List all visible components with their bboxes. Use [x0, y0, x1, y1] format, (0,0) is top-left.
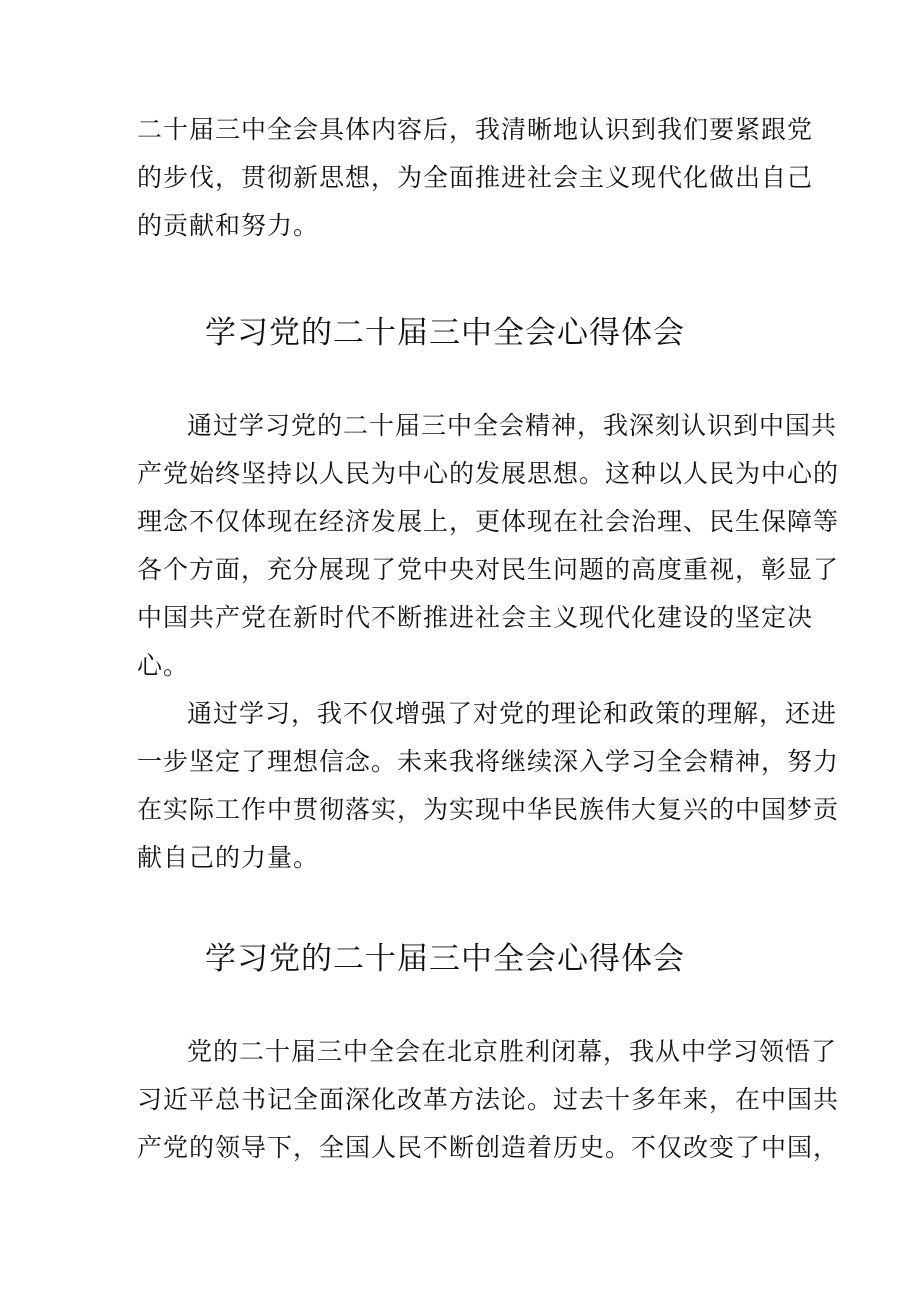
section1-paragraph-2	[137, 690, 840, 882]
paragraph-line: 二十届三中全会具体内容后，我清晰地认识到我们要紧跟党	[137, 115, 814, 144]
paragraph-line: 中国共产党在新时代不断推进社会主义现代化建设的坚定决	[137, 603, 814, 632]
paragraph-line: 产党始终坚持以人民为中心的发展思想。这种以人民为中心的	[137, 459, 840, 488]
section-heading: 学习党的二十届三中全会心得体会	[205, 941, 685, 977]
section2-paragraph-1	[137, 1028, 840, 1172]
paragraph-line: 各个方面，充分展现了党中央对民生问题的高度重视，彰显了	[137, 555, 840, 584]
paragraph-line: 一步坚定了理想信念。未来我将继续深入学习全会精神，努力	[137, 747, 840, 776]
paragraph-line: 产党的领导下，全国人民不断创造着历史。不仅改变了中国，	[137, 1133, 840, 1162]
section-heading: 学习党的二十届三中全会心得体会	[205, 315, 685, 351]
intro-paragraph	[137, 106, 814, 250]
paragraph-line: 心。	[137, 651, 190, 680]
paragraph-line: 的步伐，贯彻新思想，为全面推进社会主义现代化做出自己	[137, 163, 814, 192]
paragraph-line: 理念不仅体现在经济发展上，更体现在社会治理、民生保障等	[137, 507, 840, 536]
paragraph-line: 通过学习，我不仅增强了对党的理论和政策的理解，还进	[187, 699, 838, 728]
paragraph-line: 党的二十届三中全会在北京胜利闭幕，我从中学习领悟了	[187, 1037, 838, 1066]
paragraph-line: 在实际工作中贯彻落实，为实现中华民族伟大复兴的中国梦贡	[137, 795, 840, 824]
paragraph-line: 通过学习党的二十届三中全会精神，我深刻认识到中国共	[187, 411, 838, 440]
paragraph-line: 献自己的力量。	[137, 843, 320, 872]
section1-paragraph-1	[137, 402, 840, 690]
paragraph-line: 习近平总书记全面深化改革方法论。过去十多年来，在中国共	[137, 1085, 840, 1114]
paragraph-line: 的贡献和努力。	[137, 211, 320, 240]
